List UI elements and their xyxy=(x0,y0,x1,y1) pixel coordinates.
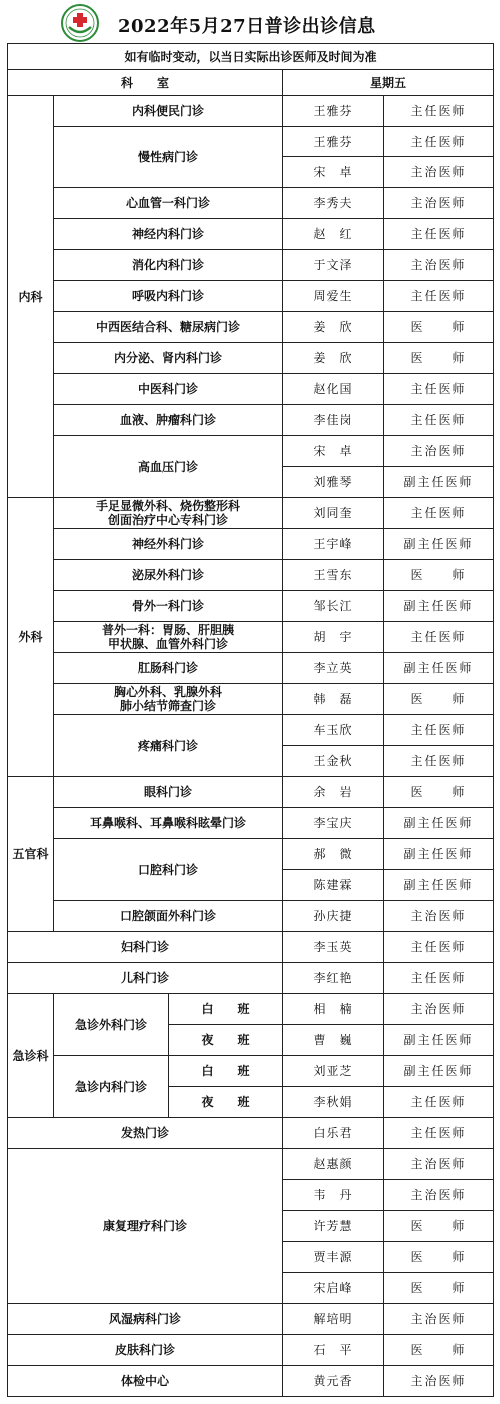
dept-name: 中医科门诊 xyxy=(54,374,283,405)
table-row xyxy=(8,591,494,622)
doctor-name: 车玉欣 xyxy=(283,715,384,746)
doctor-title: 主治医师 xyxy=(384,157,494,188)
doctor-title: 医 师 xyxy=(384,684,494,715)
doctor-title: 主治医师 xyxy=(384,901,494,932)
doctor-name: 韦 丹 xyxy=(283,1180,384,1211)
column-header-dept: 科 室 xyxy=(8,70,283,96)
doctor-title: 主治医师 xyxy=(384,1149,494,1180)
table-row xyxy=(8,932,494,963)
doctor-title: 主任医师 xyxy=(384,281,494,312)
doctor-title: 主任医师 xyxy=(384,374,494,405)
dept-name: 康复理疗科门诊 xyxy=(8,1149,283,1304)
doctor-name: 刘同奎 xyxy=(283,498,384,529)
dept-name-line: 肺小结节筛查门诊 xyxy=(119,699,216,713)
hospital-logo-icon xyxy=(60,3,100,43)
table-row xyxy=(8,1149,494,1180)
dept-name: 泌尿外科门诊 xyxy=(54,560,283,591)
doctor-title: 医 师 xyxy=(384,312,494,343)
doctor-name: 李秋娟 xyxy=(283,1087,384,1118)
doctor-name: 王雅芬 xyxy=(283,96,384,127)
doctor-title: 医 师 xyxy=(384,1242,494,1273)
doctor-name: 李佳岗 xyxy=(283,405,384,436)
dept-name: 口腔颌面外科门诊 xyxy=(54,901,283,932)
doctor-title: 医 师 xyxy=(384,1335,494,1366)
doctor-name: 陈建霖 xyxy=(283,870,384,901)
doctor-name: 姜 欣 xyxy=(283,312,384,343)
doctor-name: 刘亚芝 xyxy=(283,1056,384,1087)
dept-name xyxy=(54,684,283,715)
doctor-title: 副主任医师 xyxy=(384,839,494,870)
dept-name: 儿科门诊 xyxy=(8,963,283,994)
table-row xyxy=(8,405,494,436)
dept-name: 消化内科门诊 xyxy=(54,250,283,281)
doctor-title: 主任医师 xyxy=(384,746,494,777)
doctor-title: 副主任医师 xyxy=(384,1056,494,1087)
dept-name: 内科便民门诊 xyxy=(54,96,283,127)
dept-name: 体检中心 xyxy=(8,1366,283,1397)
dept-name: 神经外科门诊 xyxy=(54,529,283,560)
doctor-name: 曹 巍 xyxy=(283,1025,384,1056)
group-label: 内科 xyxy=(8,96,54,498)
doctor-name: 石 平 xyxy=(283,1335,384,1366)
schedule-table xyxy=(7,43,494,1397)
table-row xyxy=(8,312,494,343)
doctor-name: 王雪东 xyxy=(283,560,384,591)
doctor-title: 主任医师 xyxy=(384,127,494,157)
doctor-title: 主任医师 xyxy=(384,1118,494,1149)
column-header-row xyxy=(8,70,494,96)
dept-name: 心血管一科门诊 xyxy=(54,188,283,219)
table-row xyxy=(8,1118,494,1149)
doctor-name: 李玉英 xyxy=(283,932,384,963)
doctor-title: 主任医师 xyxy=(384,96,494,127)
table-row xyxy=(8,684,494,715)
doctor-title: 医 师 xyxy=(384,777,494,808)
table-row xyxy=(8,839,494,870)
doctor-name: 宋 卓 xyxy=(283,157,384,188)
table-row xyxy=(8,250,494,281)
dept-name: 慢性病门诊 xyxy=(54,127,283,188)
dept-name-line: 胸心外科、乳腺外科 xyxy=(113,685,222,699)
doctor-name: 赵 红 xyxy=(283,219,384,250)
table-row xyxy=(8,436,494,467)
doctor-name: 姜 欣 xyxy=(283,343,384,374)
dept-name: 妇科门诊 xyxy=(8,932,283,963)
page-header xyxy=(0,0,500,43)
table-row xyxy=(8,560,494,591)
dept-name-line: 普外一科：胃肠、肝胆胰 xyxy=(101,623,234,637)
doctor-name: 李秀夫 xyxy=(283,188,384,219)
doctor-name: 李立英 xyxy=(283,653,384,684)
dept-name: 口腔科门诊 xyxy=(54,839,283,901)
doctor-name: 胡 宇 xyxy=(283,622,384,653)
table-row xyxy=(8,1366,494,1397)
doctor-title: 主任医师 xyxy=(384,932,494,963)
table-row xyxy=(8,715,494,746)
doctor-name: 宋 卓 xyxy=(283,436,384,467)
dept-name-line: 创面治疗中心专科门诊 xyxy=(107,513,228,527)
doctor-title: 主治医师 xyxy=(384,994,494,1025)
table-row xyxy=(8,96,494,127)
doctor-name: 李红艳 xyxy=(283,963,384,994)
table-row xyxy=(8,653,494,684)
table-row xyxy=(8,808,494,839)
doctor-name: 赵惠颜 xyxy=(283,1149,384,1180)
doctor-title: 主治医师 xyxy=(384,436,494,467)
doctor-name: 韩 磊 xyxy=(283,684,384,715)
group-label: 外科 xyxy=(8,498,54,777)
doctor-title: 副主任医师 xyxy=(384,529,494,560)
table-row xyxy=(8,1335,494,1366)
doctor-title: 副主任医师 xyxy=(384,870,494,901)
table-row xyxy=(8,374,494,405)
dept-name: 风湿病科门诊 xyxy=(8,1304,283,1335)
doctor-title: 副主任医师 xyxy=(384,467,494,498)
doctor-name: 余 岩 xyxy=(283,777,384,808)
dept-name: 呼吸内科门诊 xyxy=(54,281,283,312)
dept-name: 中西医结合科、糖尿病门诊 xyxy=(54,312,283,343)
column-header-day: 星期五 xyxy=(283,70,494,96)
notice-row xyxy=(8,44,494,70)
doctor-title: 副主任医师 xyxy=(384,1025,494,1056)
dept-name: 血液、肿瘤科门诊 xyxy=(54,405,283,436)
dept-name: 神经内科门诊 xyxy=(54,219,283,250)
doctor-name: 邹长江 xyxy=(283,591,384,622)
table-row xyxy=(8,901,494,932)
doctor-title: 主任医师 xyxy=(384,715,494,746)
doctor-name: 于文泽 xyxy=(283,250,384,281)
doctor-name: 解培明 xyxy=(283,1304,384,1335)
doctor-name: 李宝庆 xyxy=(283,808,384,839)
doctor-name: 周爱生 xyxy=(283,281,384,312)
table-row xyxy=(8,994,494,1025)
doctor-title: 医 师 xyxy=(384,560,494,591)
doctor-name: 许芳慧 xyxy=(283,1211,384,1242)
table-row xyxy=(8,343,494,374)
dept-name-line: 甲状腺、血管外科门诊 xyxy=(107,637,228,651)
doctor-title: 主治医师 xyxy=(384,1304,494,1335)
doctor-title: 主治医师 xyxy=(384,188,494,219)
page-title: 2022年5月27日普诊出诊信息 xyxy=(118,16,376,37)
table-row xyxy=(8,1304,494,1335)
doctor-name: 孙庆捷 xyxy=(283,901,384,932)
notice-text: 如有临时变动，以当日实际出诊医师及时间为准 xyxy=(8,44,494,70)
dept-name: 皮肤科门诊 xyxy=(8,1335,283,1366)
doctor-title: 主任医师 xyxy=(384,963,494,994)
doctor-title: 主任医师 xyxy=(384,1087,494,1118)
doctor-title: 主任医师 xyxy=(384,622,494,653)
dept-name xyxy=(54,498,283,529)
table-row xyxy=(8,127,494,157)
dept-name: 急诊内科门诊 xyxy=(54,1056,169,1118)
doctor-title: 主治医师 xyxy=(384,1366,494,1397)
group-label: 急诊科 xyxy=(8,994,54,1118)
doctor-name: 赵化国 xyxy=(283,374,384,405)
table-row xyxy=(8,498,494,529)
doctor-name: 王金秋 xyxy=(283,746,384,777)
doctor-title: 医 师 xyxy=(384,1273,494,1304)
doctor-name: 黄元香 xyxy=(283,1366,384,1397)
doctor-name: 贾丰源 xyxy=(283,1242,384,1273)
doctor-name: 王雅芬 xyxy=(283,127,384,157)
dept-name: 高血压门诊 xyxy=(54,436,283,498)
dept-name xyxy=(54,622,283,653)
group-label: 五官科 xyxy=(8,777,54,932)
table-row xyxy=(8,188,494,219)
doctor-title: 主治医师 xyxy=(384,1180,494,1211)
shift-label: 夜 班 xyxy=(169,1025,283,1056)
dept-name: 耳鼻喉科、耳鼻喉科眩晕门诊 xyxy=(54,808,283,839)
doctor-title: 主治医师 xyxy=(384,250,494,281)
table-row xyxy=(8,1056,494,1087)
table-row xyxy=(8,219,494,250)
dept-name: 眼科门诊 xyxy=(54,777,283,808)
doctor-title: 副主任医师 xyxy=(384,653,494,684)
dept-name: 内分泌、肾内科门诊 xyxy=(54,343,283,374)
dept-name-line: 手足显微外科、烧伤整形科 xyxy=(95,499,240,513)
doctor-title: 副主任医师 xyxy=(384,808,494,839)
table-row xyxy=(8,529,494,560)
doctor-name: 相 楠 xyxy=(283,994,384,1025)
dept-name: 骨外一科门诊 xyxy=(54,591,283,622)
dept-name: 疼痛科门诊 xyxy=(54,715,283,777)
doctor-title: 主任医师 xyxy=(384,219,494,250)
table-row xyxy=(8,622,494,653)
doctor-title: 主任医师 xyxy=(384,405,494,436)
shift-label: 白 班 xyxy=(169,1056,283,1087)
doctor-name: 王宇峰 xyxy=(283,529,384,560)
doctor-title: 主任医师 xyxy=(384,498,494,529)
doctor-name: 白乐君 xyxy=(283,1118,384,1149)
table-row xyxy=(8,963,494,994)
table-row xyxy=(8,281,494,312)
doctor-name: 宋启峰 xyxy=(283,1273,384,1304)
doctor-name: 刘雅琴 xyxy=(283,467,384,498)
table-row xyxy=(8,777,494,808)
doctor-title: 医 师 xyxy=(384,343,494,374)
dept-name: 发热门诊 xyxy=(8,1118,283,1149)
shift-label: 夜 班 xyxy=(169,1087,283,1118)
dept-name: 肛肠科门诊 xyxy=(54,653,283,684)
doctor-title: 医 师 xyxy=(384,1211,494,1242)
dept-name: 急诊外科门诊 xyxy=(54,994,169,1056)
doctor-title: 副主任医师 xyxy=(384,591,494,622)
doctor-name: 郝 微 xyxy=(283,839,384,870)
shift-label: 白 班 xyxy=(169,994,283,1025)
